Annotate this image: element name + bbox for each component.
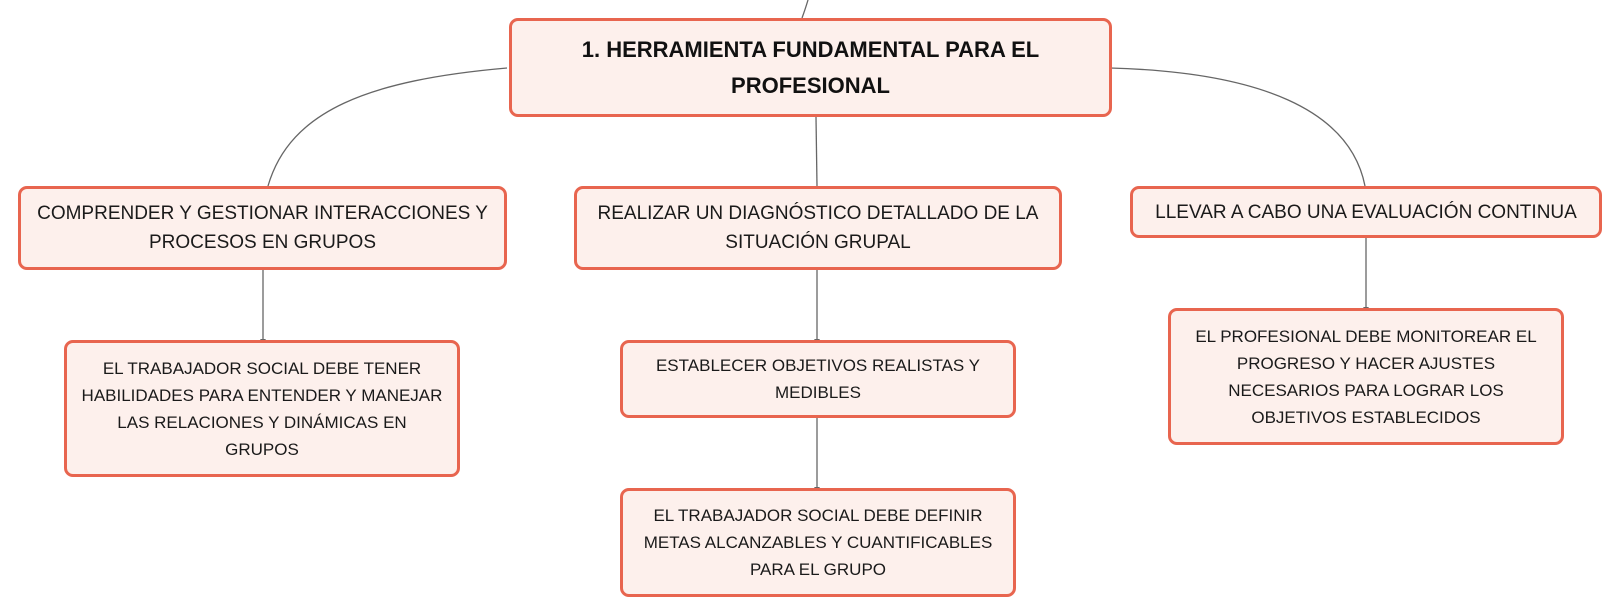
branch-comprender[interactable] (18, 186, 507, 270)
connector-root-to-branch-3 (1110, 68, 1365, 186)
leaf-monitorear[interactable] (1168, 308, 1564, 445)
leaf-metas[interactable] (620, 488, 1016, 597)
node-objetivos-label: ESTABLECER OBJETIVOS REALISTAS Y MEDIBLES (655, 356, 981, 402)
branch-diagnostico-label: REALIZAR UN DIAGNÓSTICO DETALLADO DE LA SITUACIÓN GRUPAL (597, 203, 1039, 253)
node-objetivos[interactable] (620, 340, 1016, 418)
leaf-habilidades[interactable] (64, 340, 460, 477)
leaf-metas-label: EL TRABAJADOR SOCIAL DEBE DEFINIR METAS ALCANZABLES Y CUANTIFICABLES PARA EL GRUPO (643, 506, 993, 579)
branch-evaluacion[interactable] (1130, 186, 1602, 238)
branch-evaluacion-label: LLEVAR A CABO UNA EVALUACIÓN CONTINUA (1155, 201, 1577, 223)
connector-root-to-branch-2 (816, 117, 817, 186)
branch-comprender-label: COMPRENDER Y GESTIONAR INTERACCIONES Y PROCESOS EN GRUPOS (37, 203, 488, 253)
connector-parent-to-root (802, 0, 808, 18)
leaf-monitorear-label: EL PROFESIONAL DEBE MONITOREAR EL PROGRESO Y HACER AJUSTES NECESARIOS PARA LOGRAR LOS OBJETIVOS ESTABLECIDOS (1195, 326, 1537, 427)
connector-root-to-branch-1 (268, 68, 507, 186)
root-topic-label: 1. HERRAMIENTA FUNDAMENTAL PARA EL PROFESIONAL (581, 36, 1040, 98)
branch-diagnostico[interactable] (574, 186, 1062, 270)
root-topic[interactable] (509, 18, 1112, 117)
leaf-habilidades-label: EL TRABAJADOR SOCIAL DEBE TENER HABILIDADES PARA ENTENDER Y MANEJAR LAS RELACIONES Y DINÁMICAS EN GRUPOS (81, 358, 443, 459)
